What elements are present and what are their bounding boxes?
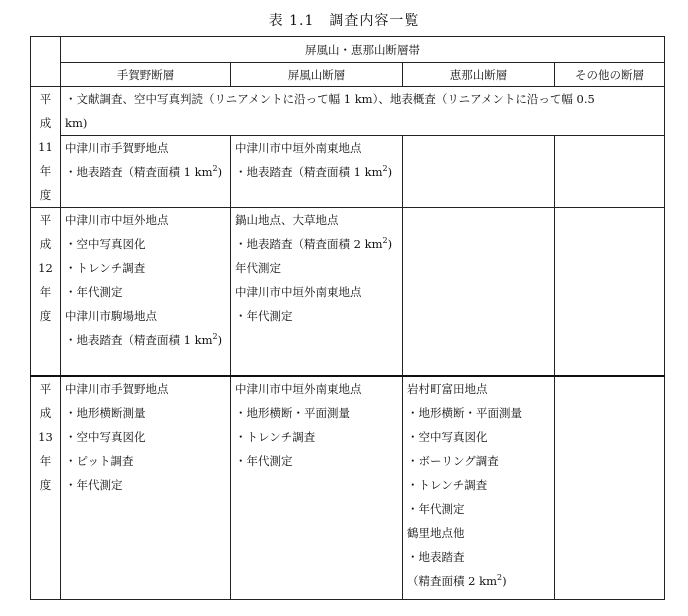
h13-other-cell [555, 376, 665, 600]
year-h13: 平 成 13 年 度 [31, 376, 61, 600]
h11-common-survey: ・文献調査、空中写真判読（リニアメントに沿って幅 1 km）、地表概査（リニアメントに沿って幅 0.5 km) [61, 87, 665, 136]
h13-ena-cell: 岩村町富田地点 ・地形横断・平面測量 ・空中写真図化 ・ボーリング調査 ・トレンチ調査 ・年代測定 鶴里地点他 ・地表踏査 （精査面積 2 $km^2$) [403, 376, 555, 600]
h13-byobu-cell: 中津川市中垣外南東地点 ・地形横断・平面測量 ・トレンチ調査 ・年代測定 [231, 376, 403, 600]
col-header-tegano: 手賀野断層 [61, 63, 231, 87]
year-h12: 平 成 12 年 度 [31, 208, 61, 376]
h11-other-cell [555, 136, 665, 208]
corner-cell [31, 37, 61, 87]
h12-other-cell [555, 208, 665, 376]
col-header-ena: 恵那山断層 [403, 63, 555, 87]
h11-ena-cell [403, 136, 555, 208]
col-header-byobu: 屏風山断層 [231, 63, 403, 87]
col-header-other: その他の断層 [555, 63, 665, 87]
year-h11: 平 成 11 年 度 [31, 87, 61, 208]
h13-tegano-cell: 中津川市手賀野地点 ・地形横断測量 ・空中写真図化 ・ピット調査 ・年代測定 [61, 376, 231, 600]
h12-byobu-cell: 鍋山地点、大草地点 ・地表踏査（精査面積 2 $km^2$) 年代測定 中津川市中垣外南東地点 ・年代測定 [231, 208, 403, 376]
h12-tegano-cell: 中津川市中垣外地点 ・空中写真図化 ・トレンチ調査 ・年代測定 中津川市駒場地点 ・地表踏査（精査面積 1 $km^2$) [61, 208, 231, 376]
survey-table [30, 36, 665, 600]
h11-tegano-cell: 中津川市手賀野地点 ・地表踏査（精査面積 1 $km^2$) [61, 136, 231, 208]
fault-zone-header: 屏風山・恵那山断層帯 [61, 37, 665, 63]
h12-ena-cell [403, 208, 555, 376]
h11-byobu-cell: 中津川市中垣外南東地点 ・地表踏査（精査面積 1 $km^2$) [231, 136, 403, 208]
table-title: 表 1.1 調査内容一覧 [268, 13, 420, 29]
